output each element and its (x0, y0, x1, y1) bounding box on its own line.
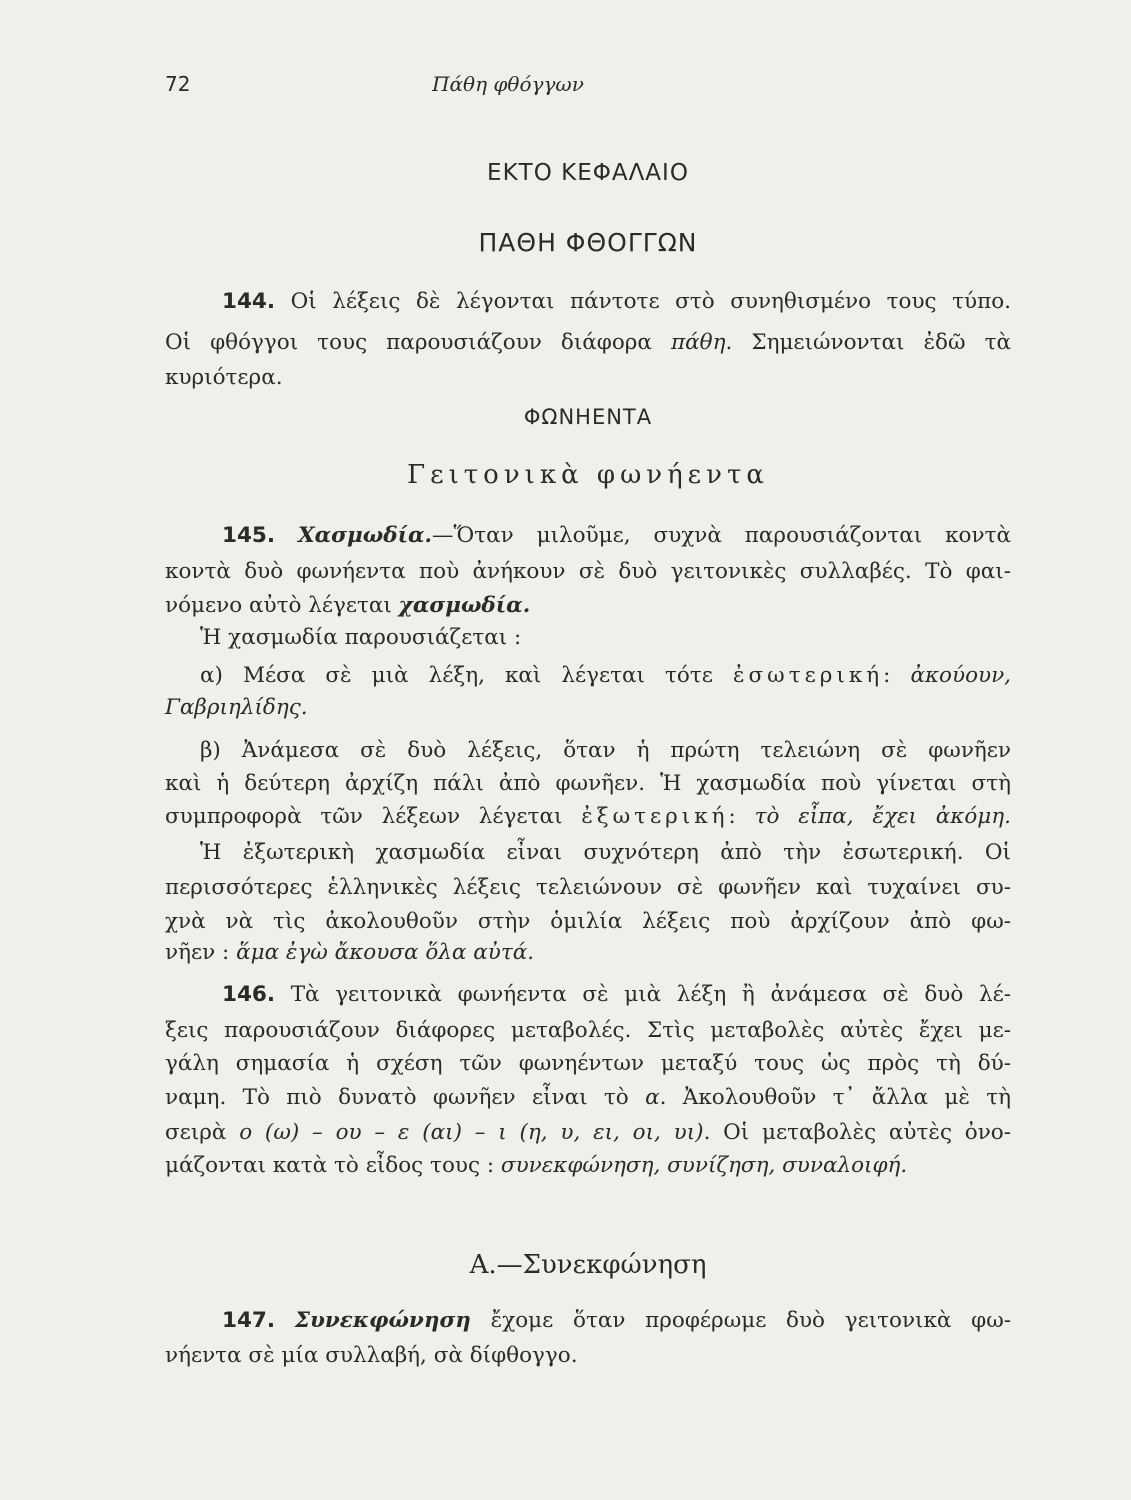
paragraph-146-line-4: ναμη. Τὸ πιὸ δυνατὸ φωνῆεν εἶναι τὸ α. Ἀκολουθοῦν τ᾽ ἄλλα μὲ τὴ (165, 1085, 1011, 1110)
paragraph-145-line-3: νόμενο αὐτὸ λέγεται χασμωδία. (165, 593, 531, 618)
running-title: Πάθη φθόγγων (432, 72, 584, 96)
paragraph-145-item-b-line-3: συμπροφορὰ τῶν λέξεων λέγεται ἐξωτερική: τὸ εἶπα, ἔχει ἀκόμη. (165, 804, 1011, 829)
paragraph-145-line-1: 145. Χασμωδία.—Ὅταν μιλοῦμε, συχνὰ παρουσιάζονται κοντὰ (222, 523, 1011, 548)
paragraph-145-line-c4: νῆεν : ἅμα ἐγὼ ἄκουσα ὅλα αὐτά. (165, 940, 535, 965)
paragraph-146-line-6: μάζονται κατὰ τὸ εἶδος τους : συνεκφώνηση, συνίζηση, συναλοιφή. (165, 1153, 908, 1178)
paragraph-145-item-a: α) Μέσα σὲ μιὰ λέξη, καὶ λέγεται τότε ἐσωτερική: ἀκούουν, (200, 663, 1011, 688)
paragraph-145-item-b-line-2: καὶ ἡ δεύτερη ἀρχίζη πάλι ἀπὸ φωνῆεν. Ἡ χασμωδία ποὺ γίνεται στὴ (165, 771, 1011, 796)
section-heading-vowels: ΦΩΝΗΕΝΤΑ (523, 405, 653, 429)
subheading-neighboring-vowels: Γειτονικὰ φωνήεντα (407, 460, 769, 490)
paragraph-145-line-2: κοντὰ δυὸ φωνήεντα ποὺ ἀνήκουν σὲ δυὸ γειτονικὲς συλλαβές. Τὸ φαι- (165, 559, 1011, 584)
chapter-label: ΕΚΤΟ ΚΕΦΑΛΑΙΟ (487, 160, 689, 186)
paragraph-144-line-3: κυριότερα. (165, 365, 283, 390)
paragraph-146-line-2: ξεις παρουσιάζουν διάφορες μεταβολές. Στὶς μεταβολὲς αὐτὲς ἔχει με- (165, 1018, 1011, 1043)
paragraph-147-line-2: νήεντα σὲ μία συλλαβή, σὰ δίφθογγο. (165, 1343, 578, 1368)
paragraph-147-line-1: 147. Συνεκφώνηση ἔχομε ὅταν προφέρωμε δυὸ γειτονικὰ φω- (222, 1308, 1011, 1333)
section-number-146: 146. (222, 982, 276, 1007)
paragraph-146-line-5: σειρὰ ο (ω) – ου – ε (αι) – ι (η, υ, ει, οι, υι). Οἱ μεταβολὲς αὐτὲς ὀνο- (165, 1120, 1011, 1145)
paragraph-144-line-1: 144. Οἱ λέξεις δὲ λέγονται πάντοτε στὸ συνηθισμένο τους τύπο. (222, 289, 1011, 314)
paragraph-145-item-a-cont: Γαβριηλίδης. (165, 695, 308, 720)
section-number-145: 145. (222, 523, 276, 548)
chapter-title: ΠΑΘΗ ΦΘΟΓΓΩΝ (478, 228, 698, 257)
term-chasmodia: Χασμωδία. (297, 523, 433, 548)
page-number: 72 (165, 72, 191, 96)
paragraph-146-line-3: γάλη σημασία ἡ σχέση τῶν φωνηέντων μεταξύ τους ὡς πρὸς τὴ δύ- (165, 1051, 1011, 1076)
term-synekfonisi: Συνεκφώνηση (294, 1308, 471, 1333)
paragraph-145-line-c3: χνὰ νὰ τὶς ἀκολουθοῦν στὴν ὁμιλία λέξεις ποὺ ἀρχίζουν ἀπὸ φω- (165, 909, 1011, 934)
paragraph-146-line-1: 146. Τὰ γειτονικὰ φωνήεντα σὲ μιὰ λέξη ἢ ἀνάμεσα σὲ δυὸ λέ- (222, 982, 1011, 1007)
paragraph-145-line-c2: περισσότερες ἑλληνικὲς λέξεις τελειώνουν σὲ φωνῆεν καὶ τυχαίνει συ- (165, 875, 1011, 900)
section-number-144: 144. (222, 289, 276, 314)
paragraph-145-line-4: Ἡ χασμωδία παρουσιάζεται : (200, 625, 522, 650)
paragraph-144-line-2: Οἱ φθόγγοι τους παρουσιάζουν διάφορα πάθη. Σημειώνονται ἐδῶ τὰ (165, 330, 1011, 355)
paragraph-145-line-c1: Ἡ ἐξωτερικὴ χασμωδία εἶναι συχνότερη ἀπὸ τὴν ἐσωτερική. Οἱ (200, 840, 1011, 865)
subheading-synekfonisi: Α.—Συνεκφώνηση (469, 1250, 707, 1280)
section-number-147: 147. (222, 1308, 276, 1333)
running-head (165, 72, 1011, 102)
paragraph-145-item-b: β) Ἀνάμεσα σὲ δυὸ λέξεις, ὅταν ἡ πρώτη τελειώνη σὲ φωνῆεν (200, 738, 1011, 763)
